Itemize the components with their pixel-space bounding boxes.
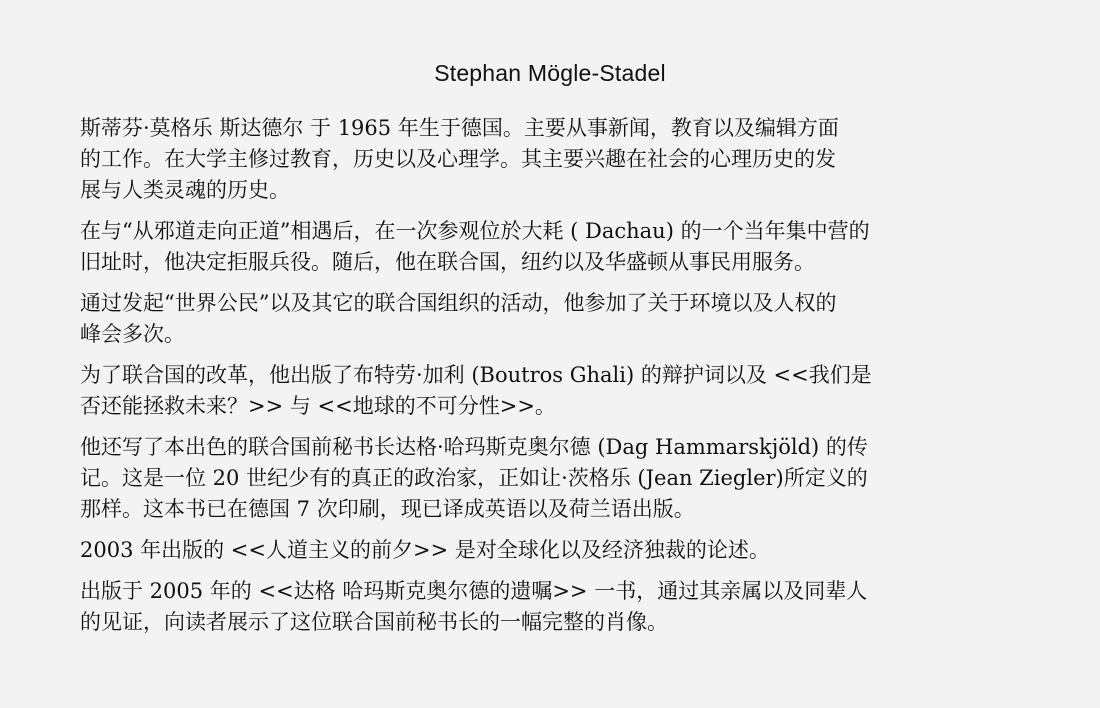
text-line: 的工作。在大学主修过教育，历史以及心理学。其主要兴趣在社会的心理历史的发 [80,147,836,171]
text-line: 展与人类灵魂的历史。 [80,178,290,202]
paragraph-2003-book [80,535,1040,566]
text-line: 否还能拯救未来？>> 与 <<地球的不可分性>>。 [80,394,556,418]
text-line: 斯蒂芬·莫格乐 斯达德尔 于 1965 年生于德国。主要从事新闻，教育以及编辑方面 [80,116,839,140]
paragraph-world-citizen [80,288,1040,350]
paragraph-biography [80,113,1040,206]
text-line: 通过发起“世界公民”以及其它的联合国组织的活动，他参加了关于环境以及人权的 [80,291,837,315]
text-line: 在与“从邪道走向正道”相遇后，在一次参观位於大耗 ( Dachau) 的一个当年集中营的 [80,219,870,243]
paragraph-2005-book [80,576,1040,638]
text-line: 峰会多次。 [80,322,185,346]
text-line: 记。这是一位 20 世纪少有的真正的政治家，正如让·茨格乐 (Jean Ziegler)所定义的 [80,466,868,490]
document-body [80,113,1040,648]
paragraph-hammarskjold-biography [80,432,1040,525]
paragraph-un-reform [80,360,1040,422]
text-line: 出版于 2005 年的 <<达格 哈玛斯克奥尔德的遗嘱>> 一书，通过其亲属以及同辈人 [80,579,868,603]
text-line: 那样。这本书已在德国 7 次印刷，现已译成英语以及荷兰语出版。 [80,497,695,521]
text-line: 2003 年出版的 <<人道主义的前夕>> 是对全球化以及经济独裁的论述。 [80,538,770,562]
text-line: 旧址时，他决定拒服兵役。随后，他在联合国，纽约以及华盛顿从事民用服务。 [80,250,815,274]
document-title: Stephan Mögle-Stadel [434,60,666,86]
text-line: 的见证，向读者展示了这位联合国前秘书长的一幅完整的肖像。 [80,610,668,634]
paragraph-military-service [80,216,1040,278]
text-line: 为了联合国的改革，他出版了布特劳·加利 (Boutros Ghali) 的辩护词以及 <<我们是 [80,363,872,387]
text-line: 他还写了本出色的联合国前秘书长达格·哈玛斯克奥尔德 (Dag Hammarskjöld) 的传 [80,435,868,459]
